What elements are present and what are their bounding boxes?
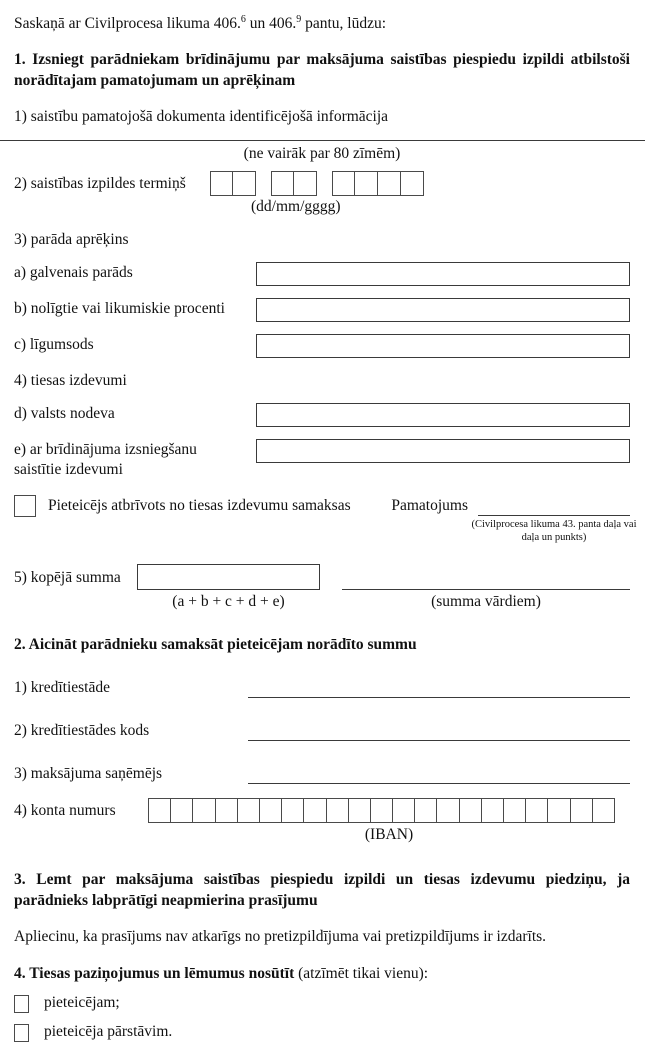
exemption-label: Pieteicējs atbrīvots no tiesas izdevumu samaksas — [48, 497, 351, 514]
penalty-row — [14, 334, 630, 358]
char-cell[interactable] — [593, 798, 615, 823]
iban-cells — [148, 798, 615, 823]
char-cell[interactable] — [371, 798, 393, 823]
item2-label: 2) saistības izpildes termiņš — [14, 174, 186, 192]
intro-text-2: un 406. — [245, 15, 297, 32]
sum-in-words-line[interactable] — [342, 564, 630, 590]
sum-in-words-hint: (summa vārdiem) — [431, 593, 541, 610]
char-cell[interactable] — [571, 798, 593, 823]
warning-costs-label — [14, 439, 256, 480]
date-day-cells — [210, 171, 256, 196]
char-cell[interactable] — [171, 798, 193, 823]
payment-recipient-row — [14, 760, 630, 784]
exemption-checkbox[interactable] — [14, 495, 36, 517]
char-cell[interactable] — [271, 171, 294, 196]
credit-institution-row — [14, 674, 630, 698]
option-applicant-checkbox[interactable] — [14, 995, 29, 1013]
section4-heading-normal: (atzīmēt tikai vienu): — [294, 965, 429, 982]
char-cell[interactable] — [482, 798, 504, 823]
principal-debt-label: a) galvenais parāds — [14, 264, 133, 281]
section3-heading: 3. Lemt par maksājuma saistības piespiedu izpildi un tiesas izdevumu piedziņu, ja parādnieks labprātīgi neapmierina prasījumu — [14, 871, 630, 909]
section3-statement: Apliecinu, ka prasījums nav atkarīgs no pretizpildījuma vai pretizpildījums ir izdarīts. — [14, 928, 547, 945]
intro-line — [14, 14, 630, 34]
interest-input[interactable] — [256, 298, 630, 322]
char-cell[interactable] — [148, 798, 171, 823]
char-cell[interactable] — [294, 171, 317, 196]
char-cell[interactable] — [304, 798, 326, 823]
char-cell[interactable] — [260, 798, 282, 823]
char-cell[interactable] — [193, 798, 215, 823]
char-cell[interactable] — [238, 798, 260, 823]
option-applicant-label: pieteicējam; — [44, 994, 120, 1011]
credit-institution-code-label: 2) kredītiestādes kods — [14, 722, 150, 739]
total-sum-label: 5) kopējā summa — [14, 569, 121, 586]
date-year-cells — [332, 171, 424, 196]
section4-heading-bold: 4. Tiesas paziņojumus un lēmumus nosūtīt — [14, 965, 295, 982]
basis-line[interactable] — [478, 495, 630, 516]
total-sum-input[interactable] — [137, 564, 320, 590]
article-superscript-9: 9 — [296, 13, 302, 25]
state-fee-input[interactable] — [256, 403, 630, 427]
char-cell[interactable] — [233, 171, 256, 196]
char-cell[interactable] — [548, 798, 570, 823]
credit-institution-code-row — [14, 717, 630, 741]
section4-heading — [14, 964, 630, 984]
item1-hint: (ne vairāk par 80 zīmēm) — [243, 145, 401, 162]
date-month-cells — [271, 171, 317, 196]
char-cell[interactable] — [216, 798, 238, 823]
date-format-hint: (dd/mm/gggg) — [251, 198, 341, 215]
state-fee-label: d) valsts nodeva — [14, 405, 115, 422]
article-superscript-6: 6 — [240, 13, 246, 25]
warning-costs-row — [14, 439, 630, 480]
total-sum-formula: (a + b + c + d + e) — [172, 593, 285, 610]
payment-recipient-line[interactable] — [248, 762, 630, 784]
sum-words-col — [342, 564, 630, 612]
iban-hint: (IBAN) — [364, 826, 414, 843]
basis-label: Pamatojums — [391, 497, 468, 514]
char-cell[interactable] — [378, 171, 401, 196]
interest-label: b) nolīgtie vai likumiskie procenti — [14, 300, 225, 317]
warning-costs-label-line2: saistītie izdevumi — [14, 461, 123, 478]
account-number-row — [14, 798, 630, 823]
char-cell[interactable] — [526, 798, 548, 823]
credit-institution-line[interactable] — [248, 676, 630, 698]
interest-row — [14, 298, 630, 322]
item4-label: 4) tiesas izdevumi — [14, 372, 127, 389]
basis-hint: (Civilprocesa likuma 43. panta daļa vai daļa un punkts) — [471, 519, 637, 543]
item1-label: 1) saistību pamatojošā dokumenta identificējošā informācija — [14, 108, 389, 125]
char-cell[interactable] — [504, 798, 526, 823]
total-sum-col — [137, 564, 320, 612]
char-cell[interactable] — [282, 798, 304, 823]
intro-text-3: pantu, lūdzu: — [301, 15, 387, 32]
char-cell[interactable] — [401, 171, 424, 196]
char-cell[interactable] — [355, 171, 378, 196]
section2-heading: 2. Aicināt parādnieku samaksāt pieteicējam norādīto summu — [14, 636, 417, 653]
deadline-row — [14, 171, 630, 196]
char-cell[interactable] — [327, 798, 349, 823]
principal-debt-input[interactable] — [256, 262, 630, 286]
basis-col — [471, 495, 637, 544]
intro-text-1: Saskaņā ar Civilprocesa likuma 406. — [14, 15, 241, 32]
option-representative-label: pieteicēja pārstāvim. — [44, 1023, 173, 1040]
penalty-input[interactable] — [256, 334, 630, 358]
option-representative-row — [14, 1022, 630, 1042]
char-cell[interactable] — [210, 171, 233, 196]
char-cell[interactable] — [460, 798, 482, 823]
warning-costs-input[interactable] — [256, 439, 630, 463]
exemption-row — [14, 495, 637, 544]
warning-costs-label-line1: e) ar brīdinājuma izsniegšanu — [14, 441, 197, 458]
document-info-line[interactable] — [0, 140, 645, 141]
char-cell[interactable] — [349, 798, 371, 823]
char-cell[interactable] — [393, 798, 415, 823]
char-cell[interactable] — [437, 798, 459, 823]
penalty-label: c) līgumsods — [14, 336, 94, 353]
credit-institution-label: 1) kredītiestāde — [14, 679, 110, 696]
option-applicant-row — [14, 993, 630, 1013]
char-cell[interactable] — [415, 798, 437, 823]
section1-heading: 1. Izsniegt parādniekam brīdinājumu par maksājuma saistības piespiedu izpildi atbilstoši norādītajam pamatojumam un aprēķinam — [14, 51, 630, 89]
principal-debt-row — [14, 262, 630, 286]
char-cell[interactable] — [332, 171, 355, 196]
basis-group — [391, 495, 637, 544]
credit-institution-code-line[interactable] — [248, 719, 630, 741]
state-fee-row — [14, 403, 630, 427]
item3-label: 3) parāda aprēķins — [14, 231, 129, 248]
account-number-label: 4) konta numurs — [14, 801, 116, 819]
payment-recipient-label: 3) maksājuma saņēmējs — [14, 765, 163, 782]
option-representative-checkbox[interactable] — [14, 1024, 29, 1042]
total-sum-row — [14, 564, 630, 612]
